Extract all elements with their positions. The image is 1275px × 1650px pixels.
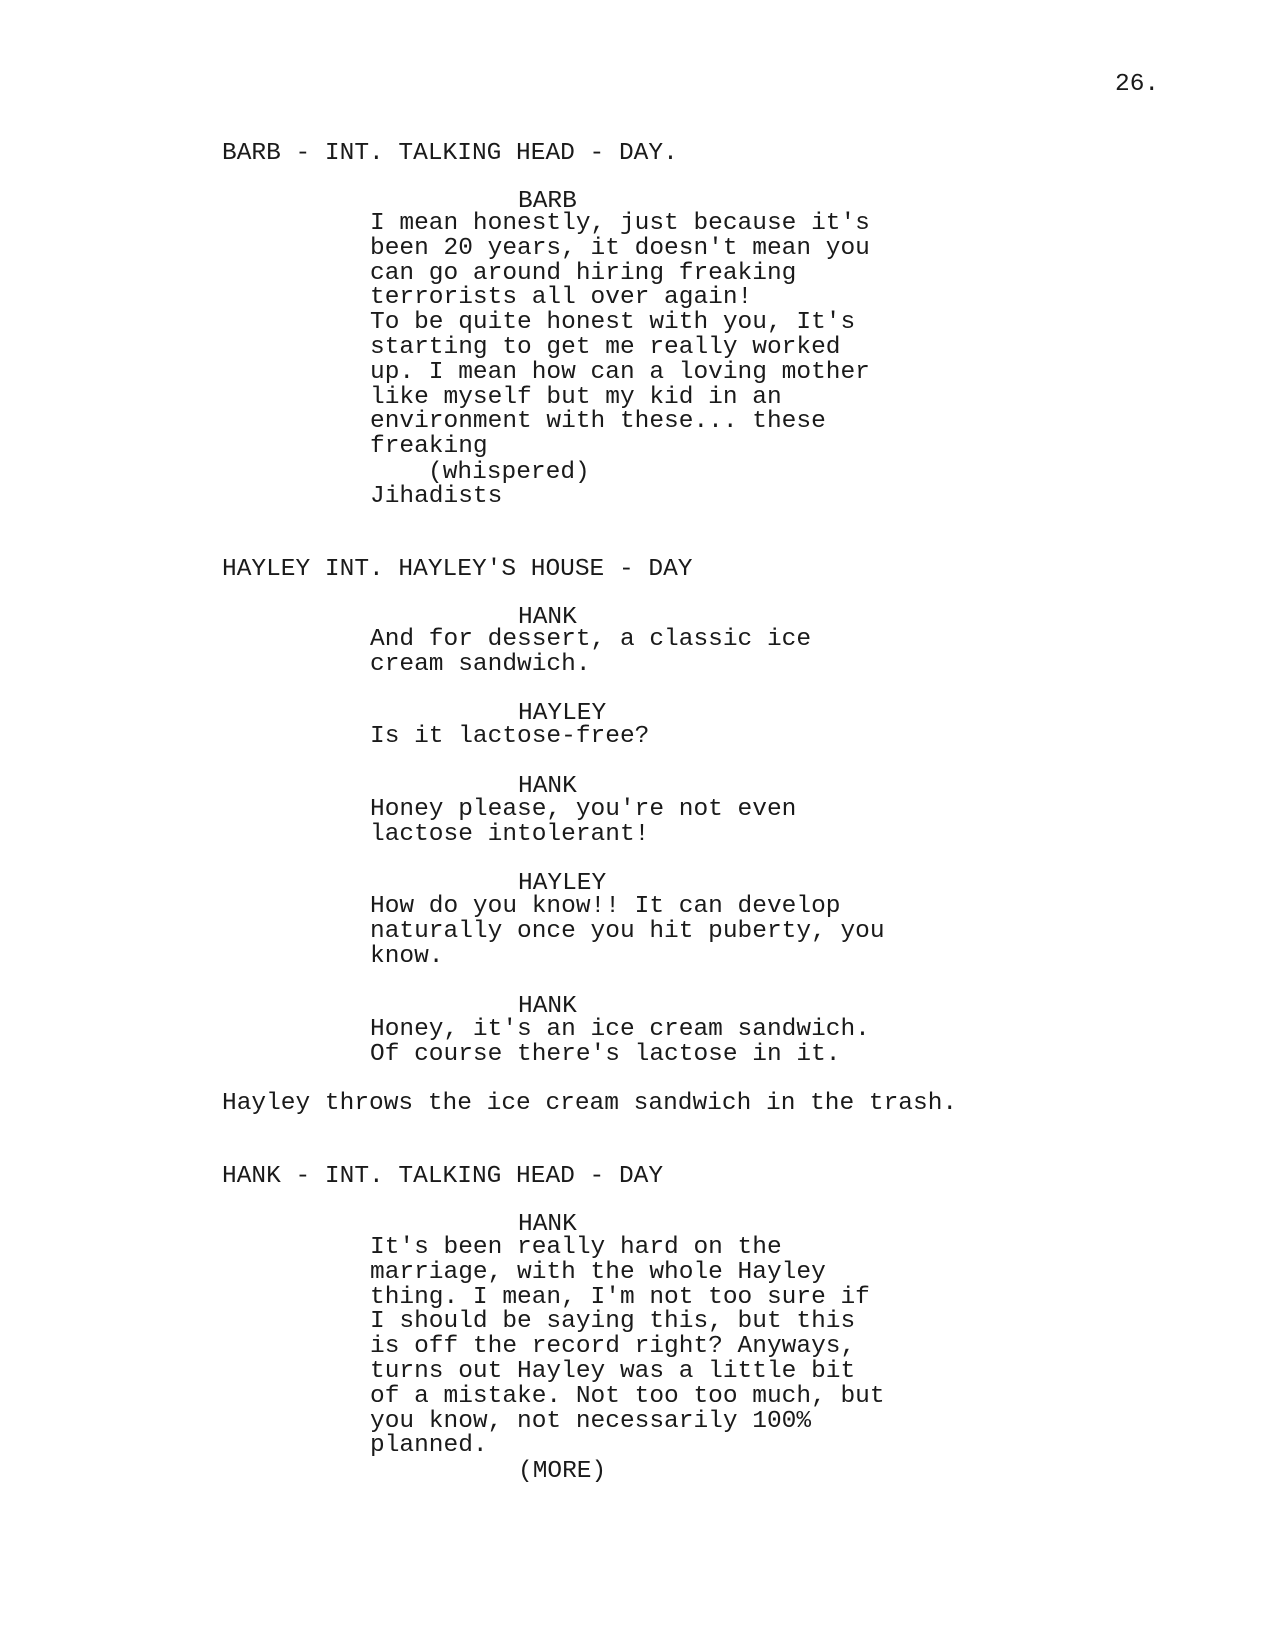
dialogue-line: of a mistake. Not too too much, but <box>370 1382 885 1410</box>
character-name: HAYLEY <box>518 700 607 727</box>
dialogue-line: lactose intolerant! <box>370 820 650 848</box>
dialogue-line: I should be saying this, but this <box>370 1308 856 1336</box>
scene-heading-hank: HANK - INT. TALKING HEAD - DAY <box>222 1163 664 1190</box>
dialogue-line: thing. I mean, I'm not too sure if <box>370 1283 870 1311</box>
dialogue-block <box>370 212 870 460</box>
dialogue-line: Honey please, you're not even <box>370 796 797 823</box>
dialogue-line: Of course there's lactose in it. <box>370 1040 841 1068</box>
dialogue-block <box>370 895 885 969</box>
dialogue-line: like myself but my kid in an <box>370 383 782 411</box>
dialogue-line: To be quite honest with you, It's <box>370 309 856 337</box>
scene-heading-hayley-house: HAYLEY INT. HAYLEY'S HOUSE - DAY <box>222 556 693 583</box>
dialogue-line: starting to get me really worked <box>370 333 841 361</box>
dialogue-line: freaking <box>370 433 488 461</box>
character-name: HAYLEY <box>518 870 607 897</box>
dialogue-line: Honey, it's an ice cream sandwich. <box>370 1016 870 1043</box>
scene-heading-barb: BARB - INT. TALKING HEAD - DAY. <box>222 140 678 167</box>
dialogue-block <box>370 798 796 848</box>
more-continuation: (MORE) <box>518 1458 607 1485</box>
action-line: Hayley throws the ice cream sandwich in the trash. <box>222 1090 958 1117</box>
dialogue-line: know. <box>370 942 444 970</box>
dialogue-line: is off the record right? Anyways, <box>370 1333 856 1361</box>
page-number: 26. <box>1115 71 1160 98</box>
dialogue-block <box>370 725 649 750</box>
dialogue-line: It's been really hard on the <box>370 1234 782 1261</box>
dialogue-line: can go around hiring freaking <box>370 259 797 287</box>
dialogue-line: I mean honestly, just because it's <box>370 210 870 237</box>
dialogue-line: And for dessert, a classic ice <box>370 626 812 653</box>
dialogue-block <box>370 628 811 678</box>
dialogue-line: cream sandwich. <box>370 650 591 678</box>
character-name: BARB <box>518 188 577 215</box>
dialogue-line: up. I mean how can a loving mother <box>370 358 870 386</box>
dialogue-line: Is it lactose-free? <box>370 723 650 750</box>
parenthetical: (whispered) <box>428 459 590 486</box>
dialogue-line: planned. <box>370 1432 488 1460</box>
dialogue-line: How do you know!! It can develop <box>370 893 841 920</box>
dialogue-line: been 20 years, it doesn't mean you <box>370 234 870 262</box>
character-name: HANK <box>518 1211 577 1238</box>
dialogue-line: naturally once you hit puberty, you <box>370 917 885 945</box>
dialogue-line: you know, not necessarily 100% <box>370 1407 812 1435</box>
dialogue-line: terrorists all over again! <box>370 284 753 312</box>
dialogue-block <box>370 1018 870 1068</box>
dialogue-line: environment with these... these <box>370 408 826 436</box>
character-name: HANK <box>518 773 577 800</box>
dialogue-block <box>370 1236 885 1459</box>
dialogue-line: turns out Hayley was a little bit <box>370 1357 856 1385</box>
character-name: HANK <box>518 604 577 631</box>
dialogue-line: Jihadists <box>370 483 503 510</box>
dialogue-line: marriage, with the whole Hayley <box>370 1258 826 1286</box>
character-name: HANK <box>518 993 577 1020</box>
